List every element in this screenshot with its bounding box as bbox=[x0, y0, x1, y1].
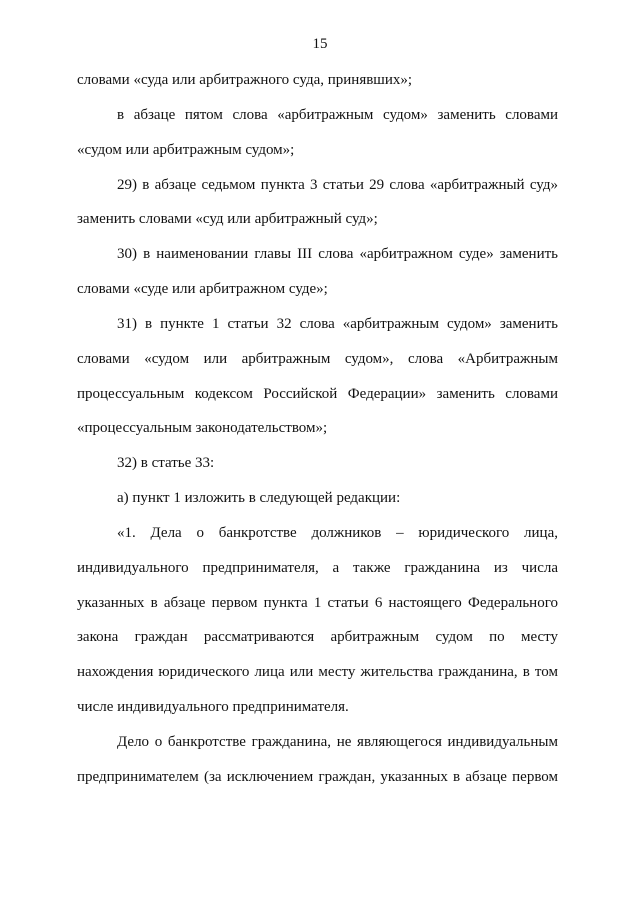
text-line: процессуальным кодексом Российской Федерации» заменить словами bbox=[77, 386, 558, 402]
text-line: 32) в статье 33: bbox=[117, 455, 215, 471]
text-line: индивидуального предпринимателя, а также гражданина из числа bbox=[77, 560, 558, 576]
text-line: в абзаце пятом слова «арбитражным судом» заменить словами bbox=[117, 107, 558, 123]
text-line: закона граждан рассматриваются арбитражным судом по месту bbox=[77, 629, 558, 645]
text-line: указанных в абзаце первом пункта 1 статьи 6 настоящего Федерального bbox=[77, 595, 558, 611]
text-line: словами «суде или арбитражном суде»; bbox=[77, 281, 328, 297]
text-line: «судом или арбитражным судом»; bbox=[77, 142, 295, 158]
text-line: 30) в наименовании главы III слова «арбитражном суде» заменить bbox=[117, 246, 558, 262]
text-line: а) пункт 1 изложить в следующей редакции: bbox=[117, 490, 401, 506]
text-line: Дело о банкротстве гражданина, не являющегося индивидуальным bbox=[117, 734, 558, 750]
text-line: словами «суда или арбитражного суда, принявших»; bbox=[77, 72, 413, 88]
text-line: 29) в абзаце седьмом пункта 3 статьи 29 слова «арбитражный суд» bbox=[117, 177, 558, 193]
text-line: числе индивидуального предпринимателя. bbox=[77, 699, 349, 715]
text-line: 31) в пункте 1 статьи 32 слова «арбитражным судом» заменить bbox=[117, 316, 558, 332]
text-line: предпринимателем (за исключением граждан, указанных в абзаце первом bbox=[77, 769, 558, 785]
page-number: 15 bbox=[312, 36, 328, 52]
text-line: «1. Дела о банкротстве должников – юридического лица, bbox=[117, 525, 558, 541]
text-line: словами «судом или арбитражным судом», слова «Арбитражным bbox=[77, 351, 558, 367]
text-line: нахождения юридического лица или месту жительства гражданина, в том bbox=[77, 664, 558, 680]
text-line: заменить словами «суд или арбитражный суд»; bbox=[77, 211, 378, 227]
text-line: «процессуальным законодательством»; bbox=[77, 420, 328, 436]
